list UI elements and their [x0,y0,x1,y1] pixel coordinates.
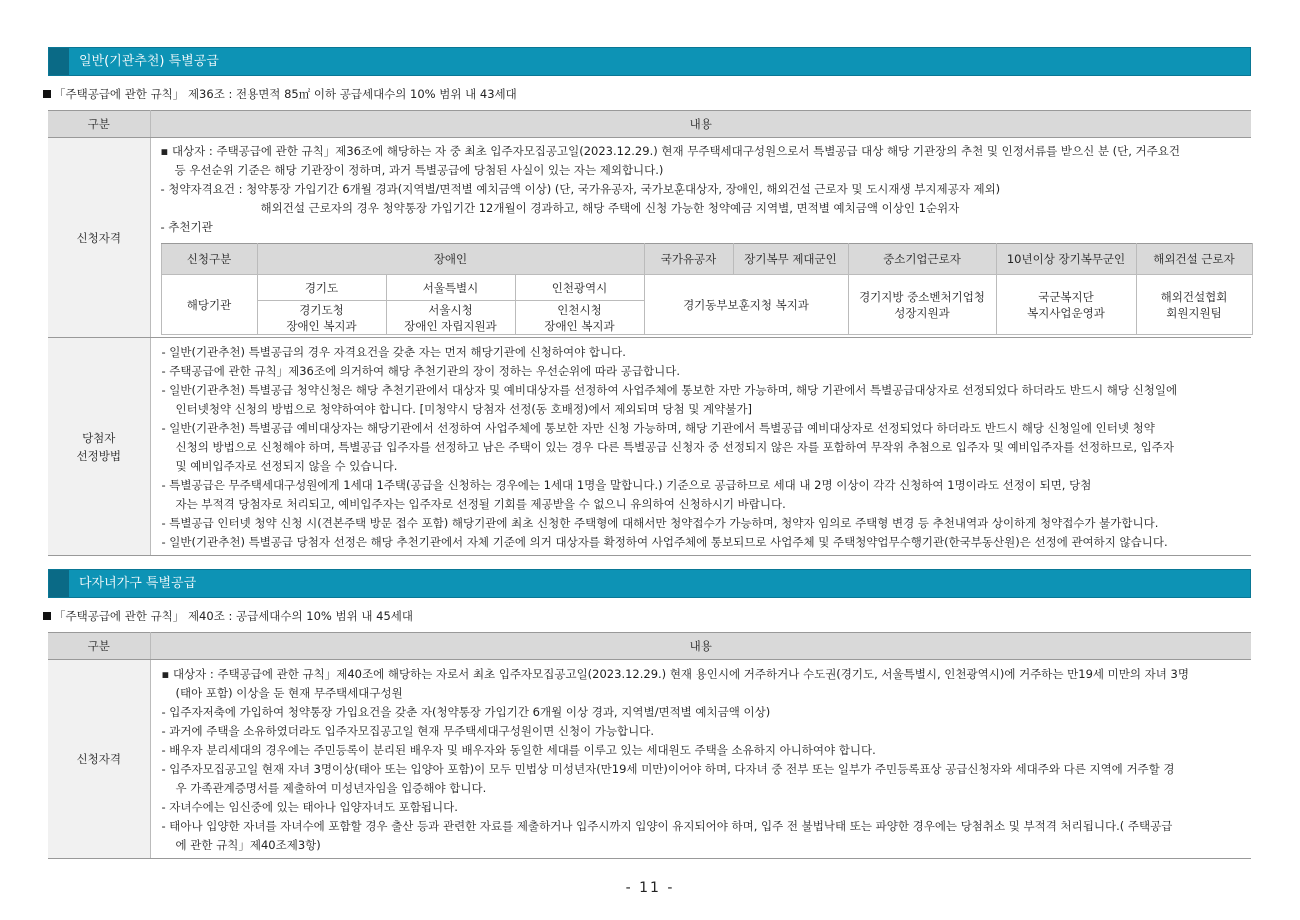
agency-header-disabled: 장애인 [257,244,644,275]
disabled-region-gyeonggi: 경기도 [257,275,386,301]
longterm-office-line2: 복지사업운영과 [1027,305,1105,320]
disabled-office-incheon [515,301,644,335]
selection-method-content [152,339,1251,554]
disabled-region-seoul: 서울특별시 [386,275,515,301]
section-intro-text: 「주택공급에 관한 규칙」 제40조 : 공급세대수의 10% 범위 내 45세대 [54,609,413,623]
text-line: - 특별공급은 무주택세대구성원에게 1세대 1주택(공급을 신청하는 경우에는 1세대 1명을 말합니다.) 기준으로 공급하므로 세대 내 2명 이상이 각각 신청하여 1명이라도 선정이 되면, 당첨 [161,478,1092,492]
row-label-selection-method [48,338,150,556]
text-line: ▪ 대상자 : 주택공급에 관한 규칙」제40조에 해당하는 자로서 최초 입주자모집공고일(2023.12.29.) 현재 용인시에 거주하거나 수도권(경기도, 서울특별시, 인천광역시)에 거주하는 만19세 미만의 자녀 3명 [161,667,1189,681]
agency-header-sme-workers: 중소기업근로자 [848,244,996,275]
text-line: 및 예비입주자로 선정되지 않을 수 있습니다. [175,459,398,473]
overseas-office [1136,275,1252,335]
office-line2: 장애인 복지과 [286,318,357,333]
longterm-office-line1: 국군복지단 [1038,289,1094,304]
section-header-institution-recommend [48,47,1251,76]
text-line: - 자녀수에는 임신중에 있는 태아나 입양자녀도 포함됩니다. [161,800,458,814]
text-line: (태아 포함) 이상을 둔 현재 무주택세대구성원 [175,686,403,700]
office-line1: 인천시청 [557,302,602,317]
eligibility-content [151,138,1252,335]
text-line: 등 우선순위 기준은 해당 기관장이 정하며, 과거 특별공급에 당첨된 사실이 있는 자는 제외합니다.) [174,163,664,177]
text-line: 해외건설 근로자의 경우 청약통장 가입기간 12개월이 경과하고, 해당 주택에 신청 가능한 청약예금 지역별, 면적별 예치금액 이상인 1순위자 [260,201,960,215]
section-intro [43,608,413,624]
page-number: - 11 - [625,880,675,896]
text-line: 인터넷청약 신청의 방법으로 청약하여야 합니다. [미청약시 당첨자 선정(동 호배정)에서 제외되며 당첨 및 계약불가] [175,402,752,416]
text-line: - 입주자저축에 가입하여 청약통장 가입요건을 갖춘 자(청약통장 가입기간 6개월 이상 경과, 지역별/면적별 예치금액 이상) [161,705,771,719]
institution-recommend-table [48,110,1251,556]
text-line: - 일반(기관추천) 특별공급 당첨자 선정은 해당 추천기관에서 자체 기준에 의거 대상자를 확정하여 사업주체에 통보되므로 사업주체 및 주택청약업무수행기관(한국부동산원)은 선정에 관여하지 않습니다. [161,535,1168,549]
agency-header-overseas-workers: 해외건설 근로자 [1136,244,1252,275]
sme-office-line2: 성장지원과 [894,305,950,320]
section-title: 일반(기관추천) 특별공급 [79,54,219,69]
section-header-multi-child [48,569,1251,598]
text-line: - 주택공급에 관한 규칙」제36조에 의거하여 해당 추천기관의 장이 정하는 우선순위에 따라 공급합니다. [161,364,681,378]
text-line: ▪ 대상자 : 주택공급에 관한 규칙」제36조에 해당하는 자 중 최초 입주자모집공고일(2023.12.29.) 현재 무주택세대구성원으로서 특별공급 대상 해당 기관장의 추천 및 인정서류를 받으신 분 (단, 거주요건 [160,144,1180,158]
text-line: 에 관한 규칙」제40조제3항) [175,838,321,852]
disabled-office-seoul [386,301,515,335]
column-header-content: 내용 [150,111,1251,138]
agency-row-label: 해당기관 [161,275,257,335]
eligibility-content [152,661,1251,857]
text-line: - 청약자격요건 : 청약통장 가입기간 6개월 경과(지역별/면적별 예치금액 이상) (단, 국가유공자, 국가보훈대상자, 장애인, 해외건설 근로자 및 도시재생 부지제공자 제외) [160,182,1001,196]
section-intro-text: 「주택공급에 관한 규칙」 제36조 : 전용면적 85㎡ 이하 공급세대수의 10% 범위 내 43세대 [54,87,517,101]
sme-office-line1: 경기지방 중소벤처기업청 [859,289,985,304]
longterm-office [996,275,1136,335]
office-line1: 서울시청 [428,302,473,317]
agency-header-longterm-soldiers: 10년이상 장기복무군인 [996,244,1136,275]
row-label-eligibility: 신청자격 [48,660,150,859]
square-bullet-icon [43,612,51,620]
text-line: 자는 부적격 당첨자로 처리되고, 예비입주자는 입주자로 선정될 기회를 제공받을 수 없으니 유의하여 신청하시기 바랍니다. [175,497,786,511]
text-line: - 일반(기관추천) 특별공급 청약신청은 해당 추천기관에서 대상자 및 예비대상자를 선정하여 사업주체에 통보한 자만 가능하며, 해당 기관에서 특별공급대상자로 선정되었다 하더라도 반드시 해당 신청일에 [161,383,1178,397]
agency-header-veterans: 국가유공자 [644,244,733,275]
text-line: 우 가족관계증명서를 제출하여 미성년자임을 입증해야 합니다. [175,781,487,795]
square-bullet-icon [43,90,51,98]
text-line: - 특별공급 인터넷 청약 신청 시(견본주택 방문 접수 포함) 해당기관에 최초 신청한 주택형에 대해서만 청약접수가 가능하며, 청약자 임의로 주택형 변경 등 추천내역과 상이하게 청약접수가 불가합니다. [161,516,1159,530]
column-header-category: 구분 [48,111,150,138]
veterans-office: 경기동부보훈지청 복지과 [644,275,848,335]
text-line: - 태아나 입양한 자녀를 자녀수에 포함할 경우 출산 등과 관련한 자료를 제출하거나 입주시까지 입양이 유지되어야 하며, 입주 전 불법낙태 또는 파양한 경우에는 당첨취소 및 부적격 처리됩니다.( 주택공급 [161,819,1173,833]
text-line: - 입주자모집공고일 현재 자녀 3명이상(태아 또는 입양아 포함)이 모두 민법상 미성년자(만19세 미만)이어야 하며, 다자녀 중 전부 또는 일부가 주민등록표상 공급신청자와 세대주와 다른 지역에 거주할 경 [161,762,1175,776]
office-line2: 장애인 복지과 [544,318,615,333]
disabled-office-gyeonggi [257,301,386,335]
column-header-content: 내용 [150,633,1251,660]
column-header-category: 구분 [48,633,150,660]
agency-header-discharged-soldiers: 장기복무 제대군인 [733,244,848,275]
section-header-mark [49,48,69,75]
section-intro [43,86,517,102]
text-line: - 일반(기관추천) 특별공급의 경우 자격요건을 갖춘 자는 먼저 해당기관에 신청하여야 합니다. [161,345,626,359]
section-header-mark [49,570,69,597]
overseas-office-line2: 회원지원팀 [1166,305,1222,320]
office-line1: 경기도청 [299,302,344,317]
office-line2: 장애인 자립지원과 [404,318,497,333]
overseas-office-line1: 해외건설협회 [1160,289,1228,304]
text-line: 신청의 방법으로 신청해야 하며, 특별공급 입주자를 선정하고 남은 주택이 있는 경우 다른 특별공급 신청자 중 선정되지 않은 자를 포함하여 무작위 추첨으로 입주자 및 예비입주자를 선정하므로, 입주자 [175,440,1175,454]
text-line: - 일반(기관추천) 특별공급 예비대상자는 해당기관에서 선정하여 사업주체에 통보한 자만 신청 가능하며, 해당 기관에서 특별공급 예비대상자로 선정되었다 하더라도 반드시 해당 신청일에 인터넷 청약 [161,421,1155,435]
sme-office [848,275,996,335]
row-label-eligibility: 신청자격 [48,138,150,338]
recommending-agency-table [161,243,1253,335]
text-line: - 추천기관 [160,220,213,234]
multi-child-table [48,632,1251,859]
row-label-line1: 당첨자 [82,430,116,445]
row-label-line2: 선정방법 [76,448,121,463]
text-line: - 과거에 주택을 소유하였더라도 입주자모집공고일 현재 무주택세대구성원이면 신청이 가능합니다. [161,724,655,738]
section-title: 다자녀가구 특별공급 [79,576,197,591]
text-line: - 배우자 분리세대의 경우에는 주민등록이 분리된 배우자 및 배우자와 동일한 세대를 이루고 있는 세대원도 주택을 소유하지 아니하여야 합니다. [161,743,876,757]
agency-header-category: 신청구분 [161,244,257,275]
disabled-region-incheon: 인천광역시 [515,275,644,301]
